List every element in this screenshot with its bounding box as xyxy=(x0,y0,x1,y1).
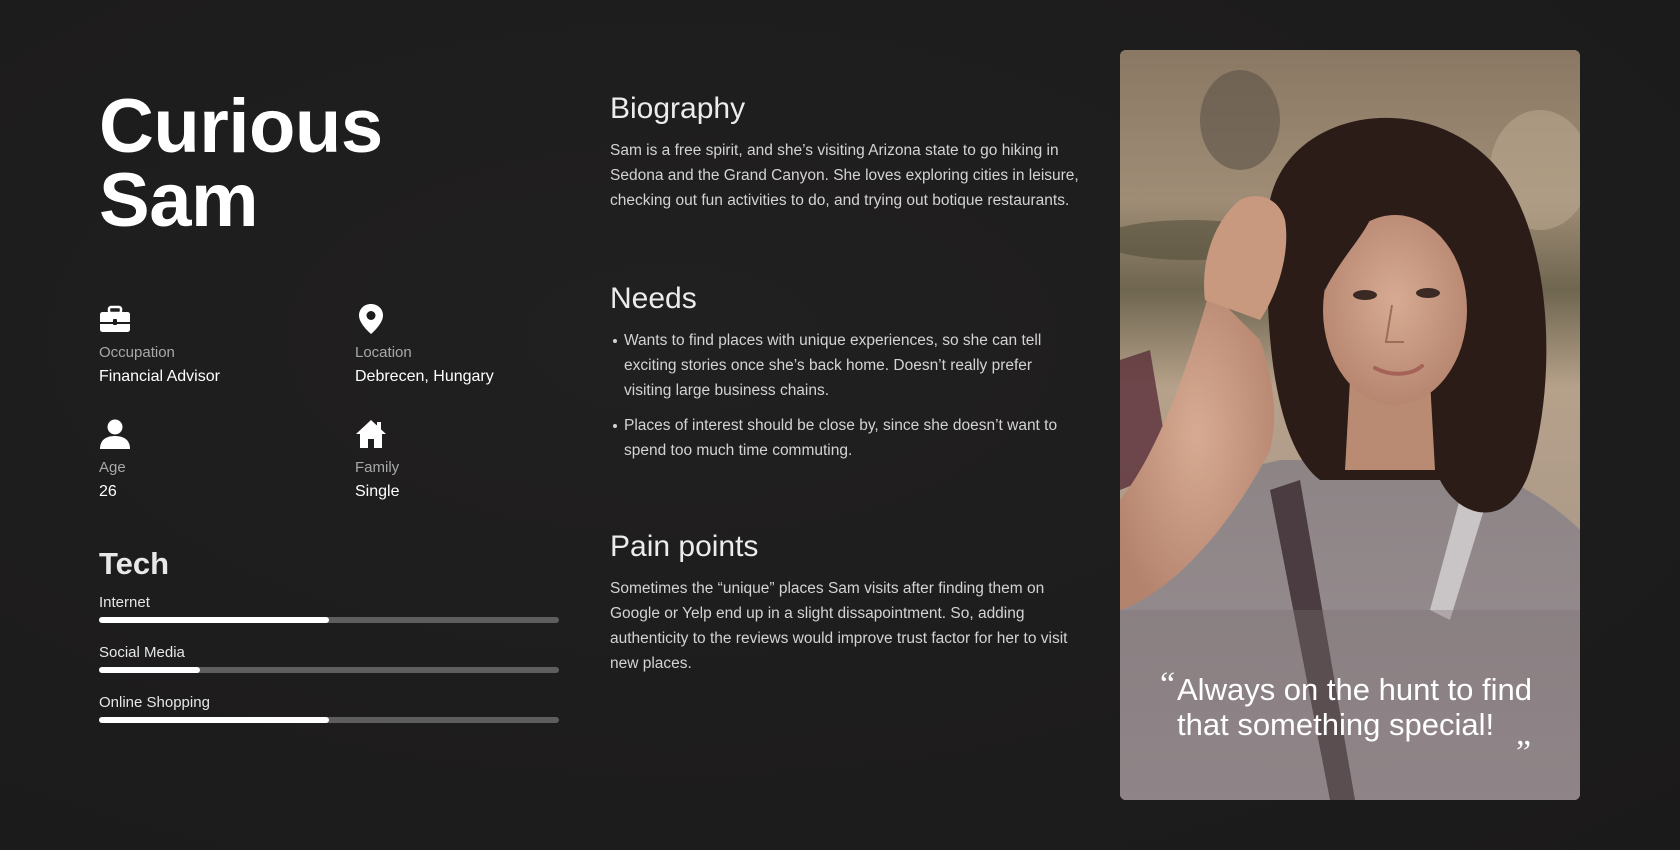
family-value: Single xyxy=(355,483,400,500)
occupation-value: Financial Advisor xyxy=(99,368,220,385)
tech-title: Tech xyxy=(99,546,170,581)
persona-name-line1: Curious xyxy=(99,84,383,169)
tech-progress-fill xyxy=(99,717,329,723)
needs-title: Needs xyxy=(610,282,697,315)
tech-progress-track xyxy=(99,717,559,723)
occupation-info xyxy=(99,303,319,389)
biography-title: Biography xyxy=(610,92,746,125)
tech-progress-track xyxy=(99,617,559,623)
age-value: 26 xyxy=(99,483,117,500)
needs-section xyxy=(610,280,1080,473)
family-label: Family xyxy=(355,459,400,476)
home-icon xyxy=(355,418,387,450)
briefcase-icon xyxy=(99,303,131,335)
biography-text: Sam is a free spirit, and she’s visiting Arizona state to go hiking in Sedona and the Grand Canyon. She loves exploring cities in leisure, checking out fun activities to do, and trying out botique restaurants. xyxy=(610,142,1079,209)
quote-open-mark: “ xyxy=(1160,666,1176,703)
quote-close-mark: ” xyxy=(1516,734,1532,771)
persona-quote: Always on the hunt to find that something special! xyxy=(1177,672,1533,742)
age-info xyxy=(99,418,319,504)
occupation-label: Occupation xyxy=(99,344,175,361)
map-pin-icon xyxy=(355,303,387,335)
tech-row-social-media xyxy=(99,643,559,673)
pain-points-text: Sometimes the “unique” places Sam visits after finding them on Google or Yelp end up in a slight dissapointment. So, adding authenticity to the reviews would improve trust factor for her to visit new places. xyxy=(610,580,1068,672)
persona-name xyxy=(99,84,383,243)
tech-label: Internet xyxy=(99,594,150,611)
pain-points-section xyxy=(610,528,1080,676)
tech-progress-track xyxy=(99,667,559,673)
tech-progress-fill xyxy=(99,617,329,623)
location-value: Debrecen, Hungary xyxy=(355,368,494,385)
biography-section xyxy=(610,90,1080,213)
tech-label: Online Shopping xyxy=(99,694,210,711)
pain-points-title: Pain points xyxy=(610,530,759,563)
persona-name-line2: Sam xyxy=(99,158,259,243)
location-info xyxy=(355,303,575,389)
family-info xyxy=(355,418,575,504)
needs-list xyxy=(610,328,1080,463)
needs-item: Places of interest should be close by, since she doesn’t want to spend too much time commuting. xyxy=(610,413,1080,463)
location-label: Location xyxy=(355,344,412,361)
age-label: Age xyxy=(99,459,126,476)
needs-item: Wants to find places with unique experiences, so she can tell exciting stories once she’s back home. Doesn’t really prefer visiting large business chains. xyxy=(610,328,1080,403)
tech-row-online-shopping xyxy=(99,693,559,723)
tech-label: Social Media xyxy=(99,644,185,661)
tech-row-internet xyxy=(99,593,559,623)
person-icon xyxy=(99,418,131,450)
tech-progress-fill xyxy=(99,667,200,673)
